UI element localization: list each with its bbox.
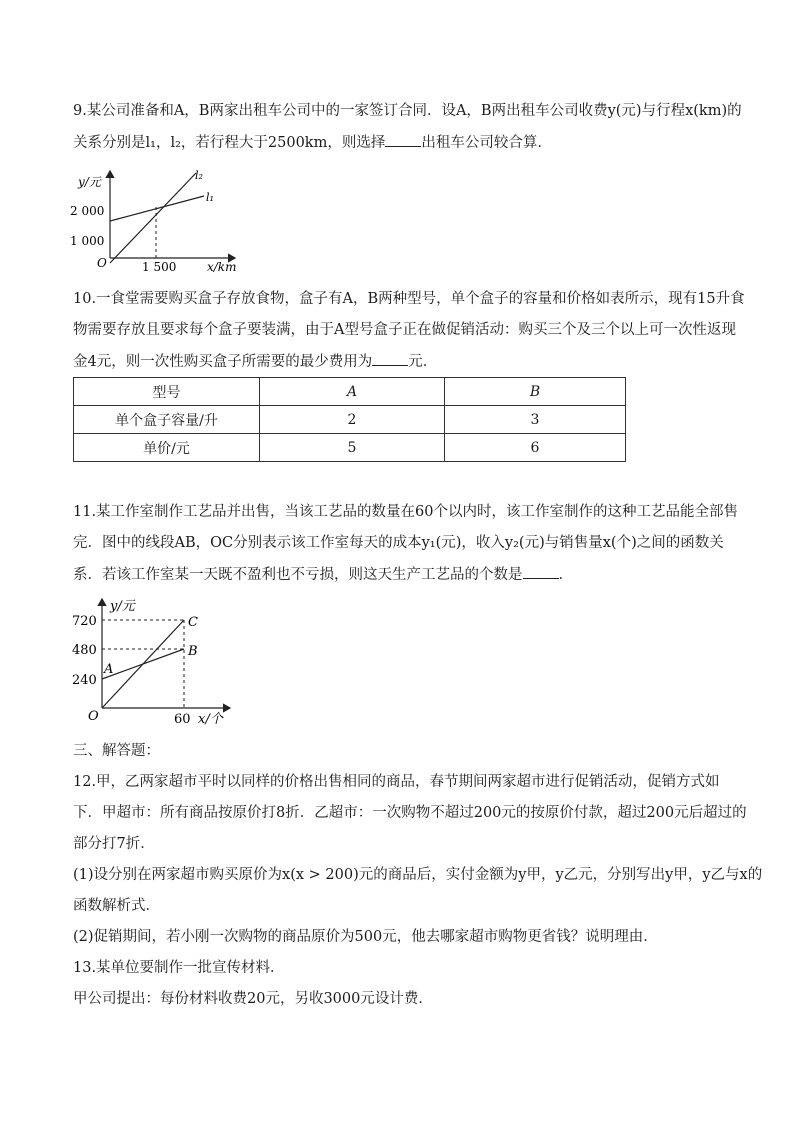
q10-line-3-end: 元．: [408, 354, 438, 370]
x-tick-1500: 1 500: [142, 260, 177, 274]
x-axis-label: x/个: [198, 712, 223, 727]
point-b-label: B: [188, 644, 198, 659]
q10-line-2: 物需要存放且要求每个盒子要装满，由于A型号盒子正在做促销活动：购买三个及三个以上可一次性返现: [73, 322, 736, 338]
section-heading: 三、解答题：: [73, 743, 160, 759]
table-cell: 2: [260, 406, 445, 434]
q11-graph: [70, 593, 245, 728]
q11-line-3-text: 系．若该工作室某一天既不盈利也不亏损，则这天生产工艺品的个数是: [73, 567, 523, 583]
q9-line-1: 9.某公司准备和A，B两家出租车公司中的一家签订合同．设A，B两出租车公司收费y(元)与行程x(km)的: [73, 103, 742, 119]
answer-blank: [385, 132, 421, 147]
table-cell: 6: [445, 434, 626, 462]
q12-line-2: 下．甲超市：所有商品按原价打8折．乙超市：一次购物不超过200元的按原价付款，超过200元后超过的: [73, 805, 747, 821]
point-a-label: A: [104, 662, 114, 677]
q12-part1-line-2: 函数解析式．: [73, 898, 160, 914]
q10-line-1: 10.一食堂需要购买盒子存放食物，盒子有A，B两种型号，单个盒子的容量和价格如表所示，现有15升食: [73, 291, 745, 307]
l2-label: l₂: [195, 169, 203, 182]
q9-graph: [70, 163, 250, 278]
y-axis-label: y/元: [78, 175, 101, 189]
header-cell: B: [445, 378, 626, 406]
answer-blank: [372, 351, 408, 366]
y-tick-1000: 1 000: [70, 234, 105, 248]
origin-label: O: [97, 256, 107, 270]
q12-part2: (2)促销期间，若小刚一次购物的商品原价为500元，他去哪家超市购物更省钱？说明理由．: [73, 929, 658, 945]
point-c-label: C: [188, 615, 198, 630]
q11-line-3-end: ．: [558, 567, 573, 583]
y-tick-240: 240: [72, 673, 97, 688]
answer-blank: [523, 564, 559, 579]
q11-line-1: 11.某工作室制作工艺品并出售，当该工艺品的数量在60个以内时，该工作室制作的这种工艺品能全部售: [73, 504, 739, 520]
y-axis-label: y/元: [110, 599, 135, 614]
table-cell: 单个盒子容量/升: [74, 406, 260, 434]
header-cell: A: [260, 378, 445, 406]
table-row: [74, 434, 626, 462]
segment-oc: [102, 620, 184, 708]
q11-line-2: 完．图中的线段AB，OC分别表示该工作室每天的成本y₁(元)，收入y₂(元)与销售量x(个)之间的函数关: [73, 535, 724, 551]
origin-label: O: [88, 709, 99, 724]
q10-line-3: [73, 351, 437, 372]
y-tick-480: 480: [72, 643, 97, 658]
q9-line-2-text: 关系分别是l₁，l₂，若行程大于2500km，则选择: [73, 135, 386, 151]
q12-line-3: 部分打7折．: [73, 836, 155, 852]
q13-line-2: 甲公司提出：每份材料收费20元，另收3000元设计费．: [73, 991, 433, 1007]
table-cell: 单价/元: [74, 434, 260, 462]
y-tick-720: 720: [72, 614, 97, 629]
q12-line-1: 12.甲，乙两家超市平时以同样的价格出售相同的商品，春节期间两家超市进行促销活动，促销方式如: [73, 774, 720, 790]
q11-line-3: [73, 564, 573, 585]
q13-line-1: 13.某单位要制作一批宣传材料．: [73, 960, 285, 976]
header-cell: 型号: [74, 378, 260, 406]
table-cell: 3: [445, 406, 626, 434]
box-spec-table: [73, 377, 626, 462]
x-tick-60: 60: [174, 712, 191, 727]
q10-line-3-text: 金4元，则一次性购买盒子所需要的最少费用为: [73, 354, 373, 370]
line-l1: [110, 196, 204, 221]
table-cell: 5: [260, 434, 445, 462]
x-axis-label: x/km: [207, 260, 237, 274]
q12-part1-line-1: (1)设分别在两家超市购买原价为x(x > 200)元的商品后，实付金额为y甲，y乙元，分别写出y甲，y乙与x的: [73, 867, 763, 883]
table-header-row: [74, 378, 626, 406]
q9-line-2: [73, 132, 552, 153]
table-row: [74, 406, 626, 434]
q9-line-2-end: 出租车公司较合算．: [421, 135, 552, 151]
l1-label: l₁: [206, 191, 214, 204]
y-tick-2000: 2 000: [70, 204, 105, 218]
